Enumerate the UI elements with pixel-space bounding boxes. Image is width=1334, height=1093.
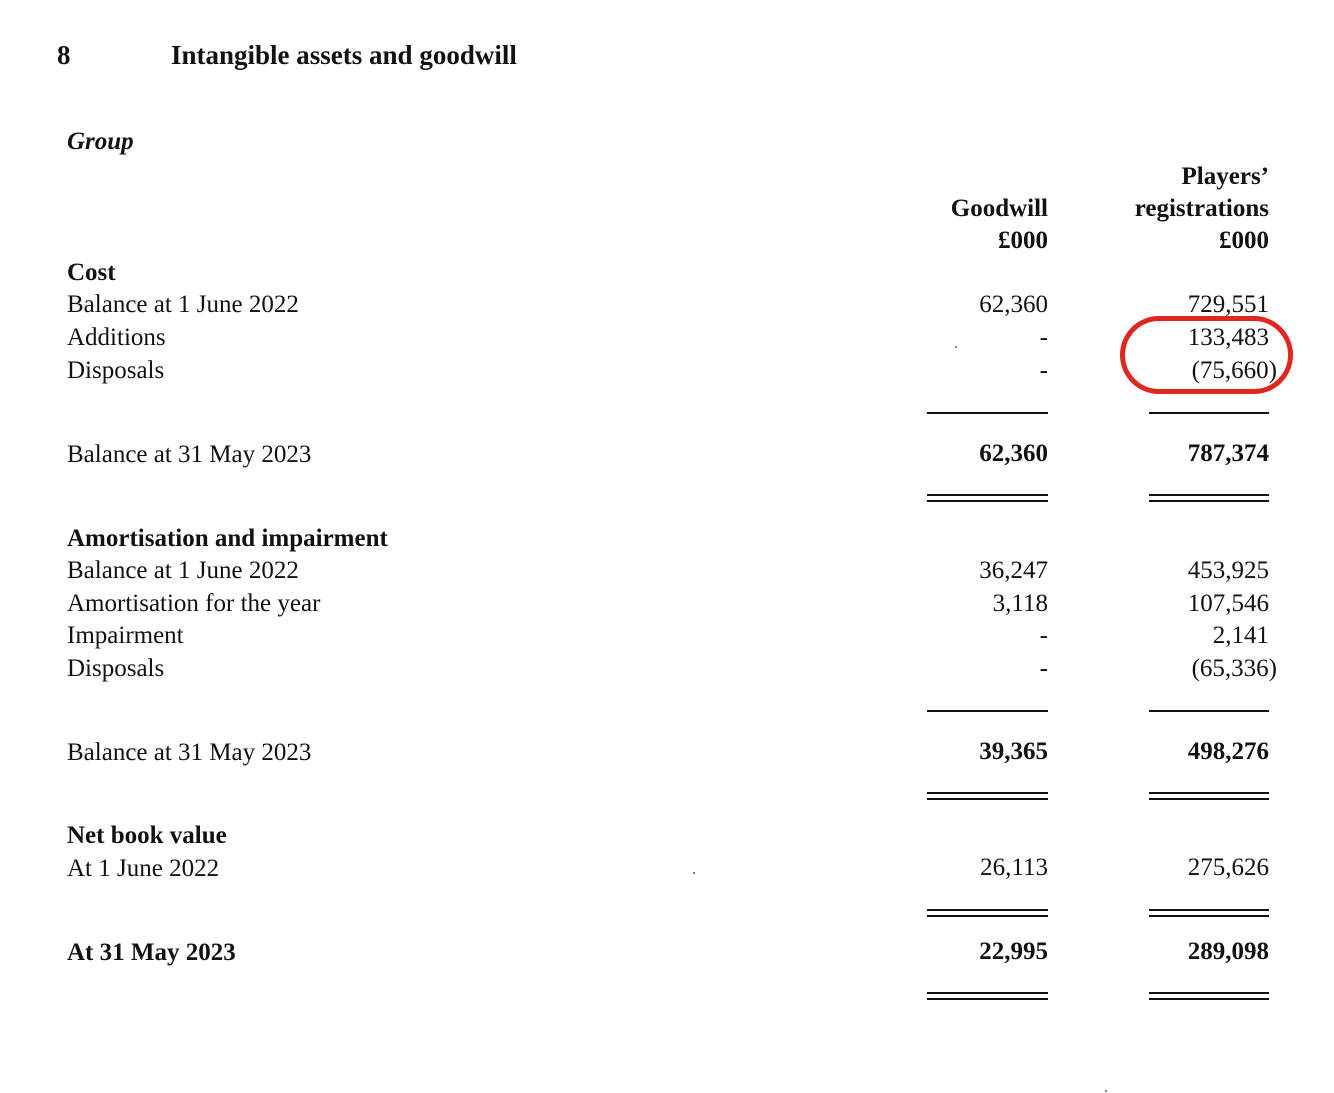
scan-speck: [1105, 1090, 1107, 1092]
subtotal-rule: [927, 412, 1048, 414]
total-double-rule: [927, 909, 1048, 917]
goodwill-header-unit: £000: [998, 227, 1048, 254]
cost-row-players: (75,660): [1191, 357, 1277, 384]
amortisation-row-label: Impairment: [67, 622, 184, 649]
total-double-rule: [1149, 494, 1269, 502]
subtotal-rule: [927, 710, 1048, 712]
cost-total-label: Balance at 31 May 2023: [67, 441, 312, 468]
cost-row-players: 133,483: [1187, 324, 1269, 351]
amortisation-row-goodwill: 36,247: [979, 557, 1048, 584]
amortisation-row-goodwill: -: [1039, 622, 1048, 649]
amortisation-row-goodwill: -: [1039, 655, 1048, 682]
total-double-rule: [1149, 792, 1269, 800]
nbv-opening-goodwill: 26,113: [980, 854, 1048, 881]
nbv-closing-goodwill: 22,995: [979, 938, 1048, 965]
total-double-rule: [1149, 992, 1269, 1000]
cost-total-players: 787,374: [1187, 440, 1269, 467]
total-double-rule: [927, 992, 1048, 1000]
amortisation-row-label: Balance at 1 June 2022: [67, 557, 299, 584]
highlight-circle-annotation: [1120, 316, 1293, 394]
amortisation-row-goodwill: 3,118: [992, 590, 1048, 617]
goodwill-column-header: [951, 193, 1048, 257]
total-double-rule: [1149, 909, 1269, 917]
cost-row-players: 729,551: [1187, 291, 1269, 318]
amortisation-total-label: Balance at 31 May 2023: [67, 739, 312, 766]
note-title: Intangible assets and goodwill: [171, 40, 517, 70]
cost-row-goodwill: -: [1039, 357, 1048, 384]
cost-row-label: Additions: [67, 324, 166, 351]
nbv-closing-label: At 31 May 2023: [67, 939, 236, 966]
amortisation-heading: Amortisation and impairment: [67, 525, 388, 552]
amortisation-total-players: 498,276: [1187, 738, 1269, 765]
amortisation-row-label: Amortisation for the year: [67, 590, 321, 617]
scan-speck: [955, 346, 957, 348]
subtotal-rule: [1149, 710, 1269, 712]
players-header-line1: Players’: [1181, 163, 1269, 190]
amortisation-row-players: 453,925: [1187, 557, 1269, 584]
nbv-opening-players: 275,626: [1187, 854, 1269, 881]
players-header-line2: registrations: [1134, 195, 1269, 222]
cost-row-label: Balance at 1 June 2022: [67, 291, 299, 318]
scan-speck: [693, 872, 695, 874]
amortisation-row-players: (65,336): [1191, 655, 1277, 682]
cost-row-goodwill: -: [1039, 324, 1048, 351]
cost-heading: Cost: [67, 259, 116, 286]
cost-row-label: Disposals: [67, 357, 165, 384]
nbv-opening-label: At 1 June 2022: [67, 855, 220, 882]
note-number: 8: [57, 40, 71, 70]
cost-row-goodwill: 62,360: [979, 291, 1048, 318]
total-double-rule: [927, 792, 1048, 800]
players-column-header: [1135, 161, 1269, 257]
subtotal-rule: [1149, 412, 1269, 414]
players-header-unit: £000: [1219, 227, 1269, 254]
nbv-closing-players: 289,098: [1187, 938, 1269, 965]
amortisation-row-players: 2,141: [1212, 622, 1269, 649]
amortisation-row-label: Disposals: [67, 655, 165, 682]
group-label: Group: [67, 128, 134, 155]
cost-total-goodwill: 62,360: [979, 440, 1048, 467]
amortisation-row-players: 107,546: [1187, 590, 1269, 617]
nbv-heading: Net book value: [67, 822, 227, 849]
amortisation-total-goodwill: 39,365: [979, 738, 1048, 765]
goodwill-header-name: Goodwill: [950, 195, 1048, 222]
total-double-rule: [927, 494, 1048, 502]
